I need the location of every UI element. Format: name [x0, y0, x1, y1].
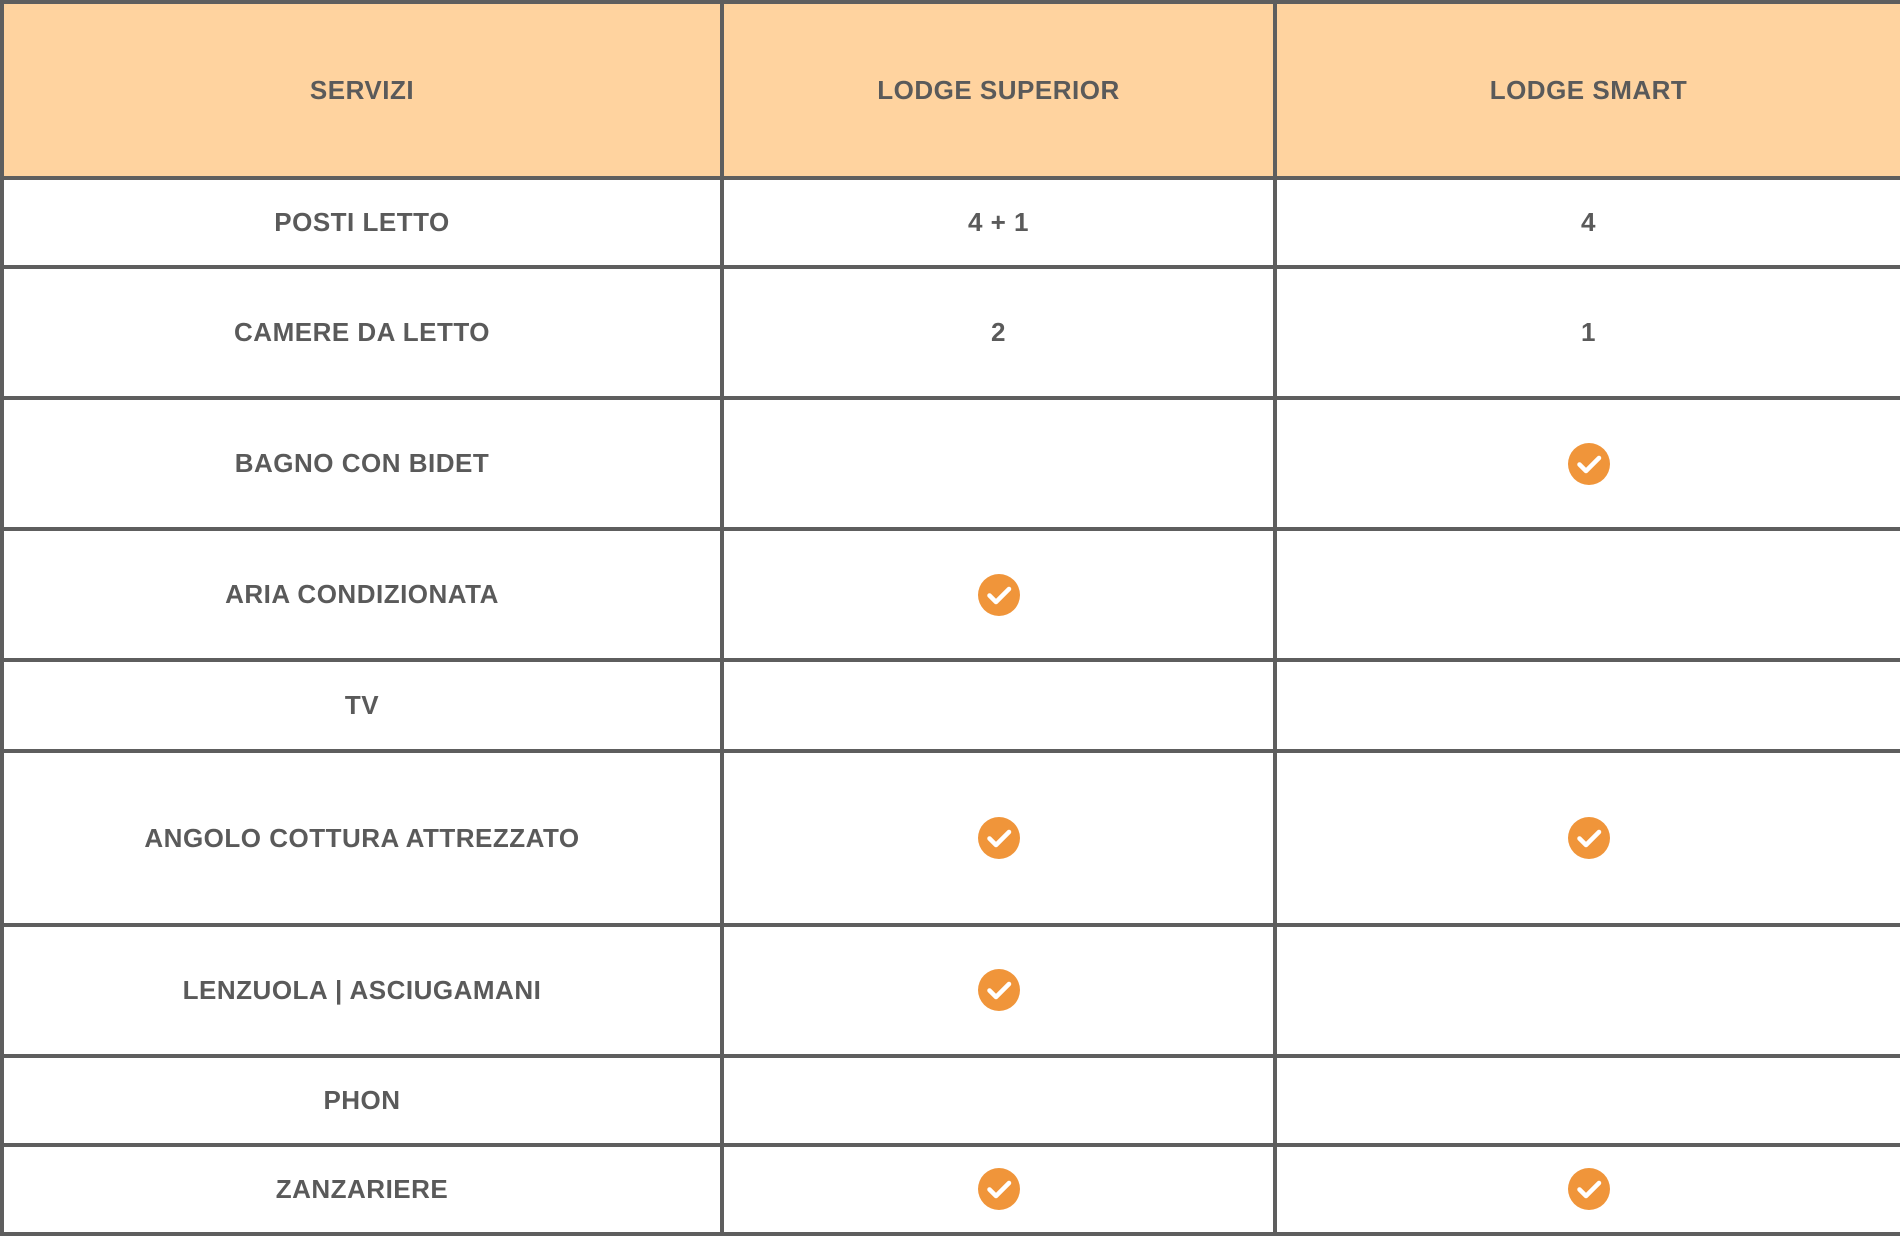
cell-smart: [1275, 267, 1900, 398]
header-lodge-superior: LODGE SUPERIOR: [722, 2, 1275, 178]
row-label: POSTI LETTO: [2, 178, 722, 267]
cell-superior: [722, 751, 1275, 924]
table-row: [2, 529, 1900, 660]
cell-smart: [1275, 1056, 1900, 1145]
check-circle-icon: [1568, 443, 1610, 485]
row-label: LENZUOLA | ASCIUGAMANI: [2, 925, 722, 1056]
table-row: [2, 1056, 1900, 1145]
table-row: [2, 1145, 1900, 1234]
cell-smart: [1275, 529, 1900, 660]
cell-value: 2: [991, 317, 1006, 348]
cell-smart: [1275, 1145, 1900, 1234]
row-label: ZANZARIERE: [2, 1145, 722, 1234]
check-circle-icon: [1568, 817, 1610, 859]
cell-smart: [1275, 925, 1900, 1056]
table-row: [2, 925, 1900, 1056]
row-label: PHON: [2, 1056, 722, 1145]
cell-superior: [722, 925, 1275, 1056]
cell-superior: [722, 267, 1275, 398]
row-label: CAMERE DA LETTO: [2, 267, 722, 398]
table-row: [2, 178, 1900, 267]
row-label: ARIA CONDIZIONATA: [2, 529, 722, 660]
cell-superior: [722, 529, 1275, 660]
table-row: [2, 751, 1900, 924]
cell-smart: [1275, 660, 1900, 751]
cell-smart: [1275, 178, 1900, 267]
cell-superior: [722, 1145, 1275, 1234]
header-lodge-smart: LODGE SMART: [1275, 2, 1900, 178]
check-circle-icon: [978, 817, 1020, 859]
check-circle-icon: [978, 1168, 1020, 1210]
check-circle-icon: [978, 969, 1020, 1011]
cell-value: 4: [1581, 207, 1596, 238]
header-row: [2, 2, 1900, 178]
cell-superior: [722, 1056, 1275, 1145]
row-label: ANGOLO COTTURA ATTREZZATO: [2, 751, 722, 924]
row-label: BAGNO CON BIDET: [2, 398, 722, 529]
header-servizi: SERVIZI: [2, 2, 722, 178]
cell-superior: [722, 178, 1275, 267]
cell-value: 4 + 1: [967, 207, 1030, 238]
cell-smart: [1275, 751, 1900, 924]
cell-smart: [1275, 398, 1900, 529]
cell-value: 1: [1581, 317, 1596, 348]
table-row: [2, 660, 1900, 751]
check-circle-icon: [978, 574, 1020, 616]
table-row: [2, 398, 1900, 529]
row-label: TV: [2, 660, 722, 751]
cell-superior: [722, 398, 1275, 529]
check-circle-icon: [1568, 1168, 1610, 1210]
cell-superior: [722, 660, 1275, 751]
table-row: [2, 267, 1900, 398]
